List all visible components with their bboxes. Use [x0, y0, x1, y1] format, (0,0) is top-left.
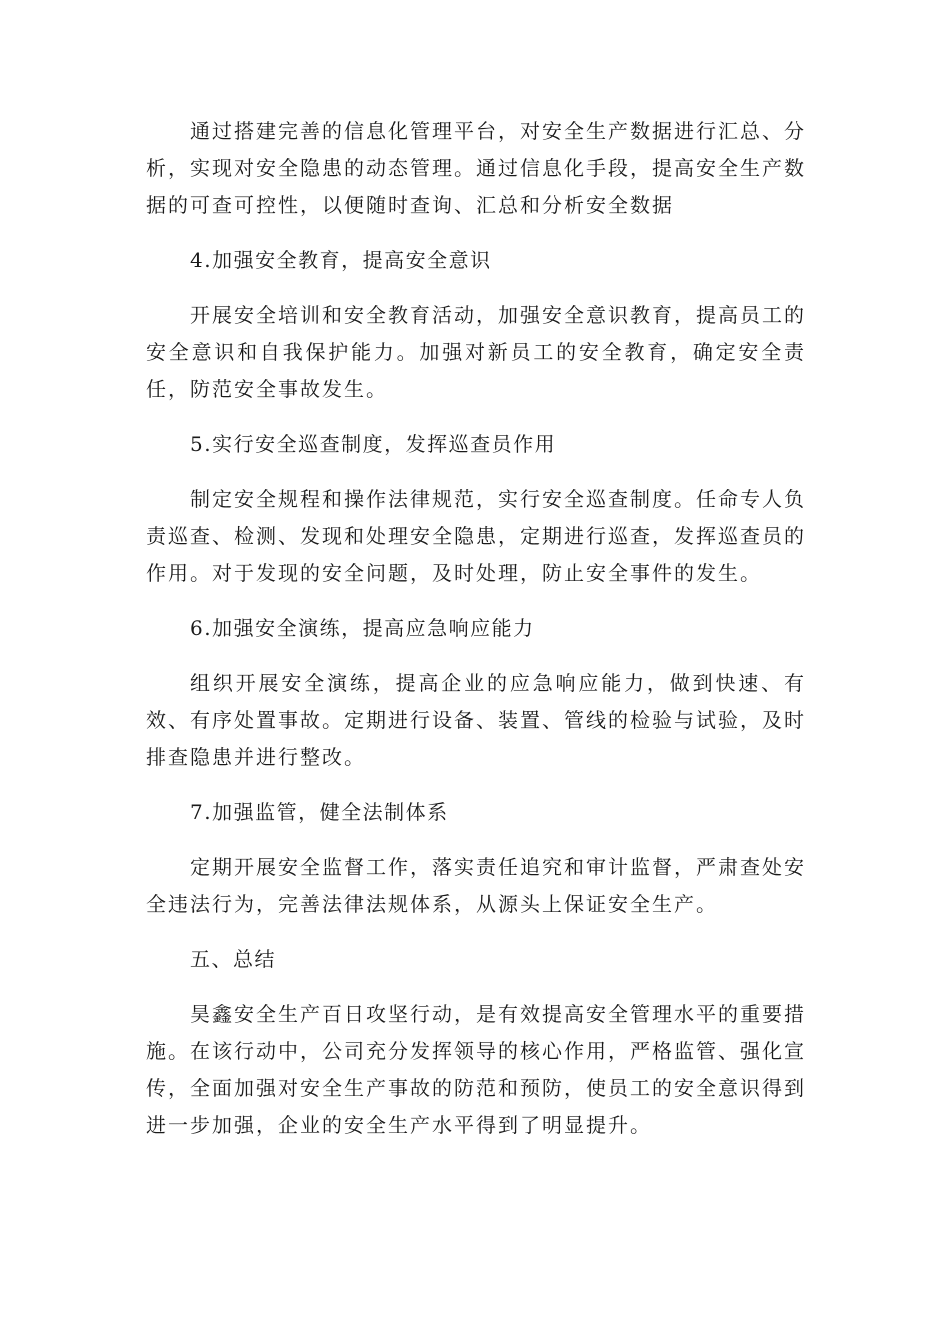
- heading-section-7: 7.加强监管，健全法制体系: [190, 800, 449, 824]
- heading-section-5: 5.实行安全巡查制度，发挥巡查员作用: [190, 432, 557, 456]
- heading-section-6: 6.加强安全演练，提高应急响应能力: [190, 616, 535, 640]
- paragraph-safety-education: 开展安全培训和安全教育活动，加强安全意识教育，提高员工的安全意识和自我保护能力。加强对新员工的安全教育，确定安全责任，防范安全事故发生。: [146, 303, 806, 401]
- heading-section-4: 4.加强安全教育，提高安全意识: [190, 248, 492, 272]
- paragraph-supervision: 定期开展安全监督工作，落实责任追究和审计监督，严肃查处安全违法行为，完善法律法规体系，从源头上保证安全生产。: [146, 855, 806, 916]
- heading-summary: 五、总结: [190, 947, 276, 971]
- paragraph-safety-drill: 组织开展安全演练，提高企业的应急响应能力，做到快速、有效、有序处置事故。定期进行设备、装置、管线的检验与试验，及时排查隐患并进行整改。: [146, 671, 806, 769]
- paragraph-summary: 昊鑫安全生产百日攻坚行动，是有效提高安全管理水平的重要措施。在该行动中，公司充分发挥领导的核心作用，严格监管、强化宣传，全面加强对安全生产事故的防范和预防，使员工的安全意识得到进一步加强，企业的安全生产水平得到了明显提升。: [146, 1002, 806, 1137]
- paragraph-safety-inspection: 制定安全规程和操作法律规范，实行安全巡查制度。任命专人负责巡查、检测、发现和处理安全隐患，定期进行巡查，发挥巡查员的作用。对于发现的安全问题，及时处理，防止安全事件的发生。: [146, 487, 806, 585]
- document-body: [146, 113, 806, 1144]
- paragraph-informatization: 通过搭建完善的信息化管理平台，对安全生产数据进行汇总、分析，实现对安全隐患的动态管理。通过信息化手段，提高安全生产数据的可查可控性，以便随时查询、汇总和分析安全数据: [146, 119, 806, 217]
